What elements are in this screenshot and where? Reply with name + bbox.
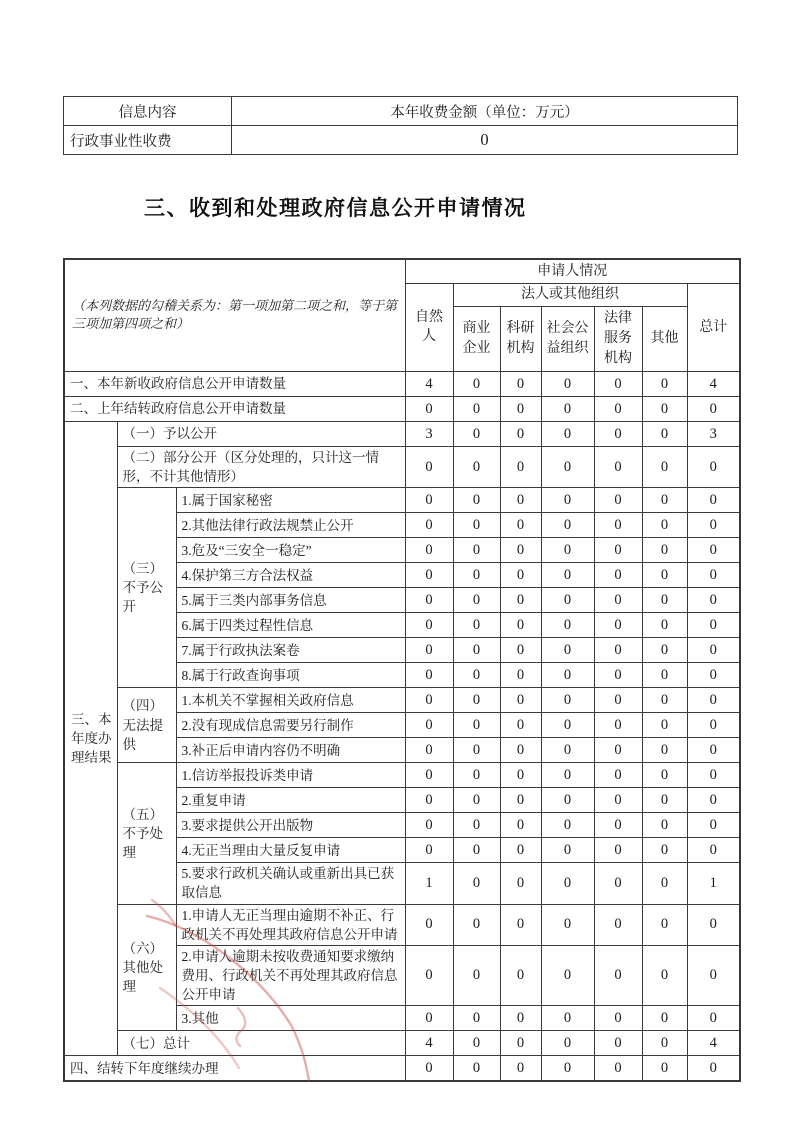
col-header-legal-service: 法律服务机构 — [594, 306, 642, 371]
value-cell: 0 — [453, 563, 500, 588]
row-label: 8.属于行政查询事项 — [176, 663, 405, 688]
value-cell: 0 — [642, 904, 687, 945]
value-cell: 0 — [594, 663, 642, 688]
value-cell: 0 — [594, 688, 642, 713]
value-cell: 0 — [541, 538, 594, 563]
value-cell: 0 — [453, 538, 500, 563]
row-label: 5.要求行政机关确认或重新出具已获取信息 — [176, 863, 405, 904]
value-cell: 0 — [642, 563, 687, 588]
fee-row-value: 0 — [232, 126, 738, 155]
value-cell: 0 — [687, 813, 740, 838]
value-cell: 0 — [453, 763, 500, 788]
value-cell: 0 — [453, 1056, 500, 1082]
value-cell: 0 — [594, 1006, 642, 1031]
value-cell: 0 — [687, 613, 740, 638]
value-cell: 0 — [500, 945, 541, 1005]
value-cell: 0 — [594, 813, 642, 838]
value-cell: 0 — [541, 638, 594, 663]
value-cell: 0 — [500, 813, 541, 838]
row-label: 5.属于三类内部事务信息 — [176, 588, 405, 613]
value-cell: 0 — [405, 563, 453, 588]
fee-col2-header: 本年收费金额（单位：万元） — [232, 97, 738, 126]
value-cell: 0 — [405, 663, 453, 688]
table-row — [64, 488, 740, 513]
value-cell: 0 — [594, 863, 642, 904]
value-cell: 0 — [500, 738, 541, 763]
value-cell: 0 — [500, 421, 541, 446]
value-cell: 0 — [687, 904, 740, 945]
value-cell: 0 — [687, 638, 740, 663]
value-cell: 0 — [687, 945, 740, 1005]
row-label: 3.补正后申请内容仍不明确 — [176, 738, 405, 763]
value-cell: 0 — [642, 738, 687, 763]
value-cell: 0 — [453, 588, 500, 613]
row-label: （一）予以公开 — [117, 421, 405, 446]
value-cell: 0 — [453, 513, 500, 538]
applicant-group-header: 申请人情况 — [405, 259, 740, 284]
value-cell: 0 — [687, 663, 740, 688]
value-cell: 0 — [405, 446, 453, 487]
table-header-row — [64, 259, 740, 284]
table-row — [64, 446, 740, 487]
value-cell: 0 — [594, 371, 642, 396]
value-cell: 0 — [541, 513, 594, 538]
value-cell: 0 — [642, 863, 687, 904]
value-cell: 0 — [405, 738, 453, 763]
value-cell: 0 — [594, 488, 642, 513]
value-cell: 0 — [500, 904, 541, 945]
value-cell: 0 — [405, 813, 453, 838]
col-header-other: 其他 — [642, 306, 687, 371]
value-cell: 0 — [594, 1056, 642, 1082]
table-row — [64, 688, 740, 713]
value-cell: 0 — [687, 738, 740, 763]
section3-vertical-label: 三、本年度办理结果 — [64, 421, 117, 1055]
value-cell: 0 — [453, 396, 500, 421]
value-cell: 0 — [594, 763, 642, 788]
value-cell: 0 — [453, 638, 500, 663]
row-label: （七）总计 — [117, 1031, 405, 1056]
row-label: 1.申请人无正当理由逾期不补正、行政机关不再处理其政府信息公开申请 — [176, 904, 405, 945]
value-cell: 0 — [500, 396, 541, 421]
value-cell: 0 — [453, 613, 500, 638]
value-cell: 0 — [642, 513, 687, 538]
value-cell: 0 — [405, 838, 453, 863]
value-cell: 0 — [405, 1006, 453, 1031]
value-cell: 0 — [687, 1006, 740, 1031]
value-cell: 4 — [687, 1031, 740, 1056]
value-cell: 0 — [687, 513, 740, 538]
value-cell: 0 — [500, 1031, 541, 1056]
value-cell: 0 — [687, 538, 740, 563]
value-cell: 0 — [541, 563, 594, 588]
value-cell: 0 — [453, 713, 500, 738]
value-cell: 0 — [500, 863, 541, 904]
row-label: 3.其他 — [176, 1006, 405, 1031]
value-cell: 0 — [541, 446, 594, 487]
value-cell: 0 — [594, 396, 642, 421]
value-cell: 0 — [541, 1006, 594, 1031]
value-cell: 0 — [594, 538, 642, 563]
value-cell: 0 — [594, 713, 642, 738]
value-cell: 0 — [541, 863, 594, 904]
value-cell: 0 — [594, 838, 642, 863]
value-cell: 0 — [594, 904, 642, 945]
value-cell: 0 — [453, 788, 500, 813]
value-cell: 0 — [642, 488, 687, 513]
row-label: 1.信访举报投诉类申请 — [176, 763, 405, 788]
value-cell: 0 — [642, 813, 687, 838]
value-cell: 0 — [541, 904, 594, 945]
value-cell: 0 — [541, 945, 594, 1005]
value-cell: 0 — [594, 788, 642, 813]
table-row — [64, 126, 738, 155]
value-cell: 0 — [453, 446, 500, 487]
group-label-not-processed: （五）不予处理 — [117, 763, 176, 904]
value-cell: 0 — [453, 1031, 500, 1056]
value-cell: 4 — [687, 371, 740, 396]
value-cell: 0 — [453, 813, 500, 838]
value-cell: 0 — [687, 688, 740, 713]
col-header-research: 科研机构 — [500, 306, 541, 371]
value-cell: 0 — [541, 838, 594, 863]
value-cell: 0 — [642, 538, 687, 563]
value-cell: 0 — [642, 1006, 687, 1031]
col-header-total: 总计 — [687, 284, 740, 372]
value-cell: 0 — [642, 713, 687, 738]
value-cell: 0 — [594, 588, 642, 613]
section-title: 三、收到和处理政府信息公开申请情况 — [144, 197, 527, 220]
row-label: 1.属于国家秘密 — [176, 488, 405, 513]
value-cell: 0 — [500, 838, 541, 863]
value-cell: 0 — [500, 1006, 541, 1031]
value-cell: 0 — [541, 421, 594, 446]
value-cell: 0 — [594, 945, 642, 1005]
reconciliation-note: （本列数据的勾稽关系为：第一项加第二项之和，等于第三项加第四项之和） — [64, 259, 405, 371]
value-cell: 0 — [500, 788, 541, 813]
value-cell: 0 — [405, 396, 453, 421]
value-cell: 0 — [642, 838, 687, 863]
group-label-unable-provide: （四）无法提供 — [117, 688, 176, 763]
value-cell: 0 — [405, 488, 453, 513]
value-cell: 0 — [453, 838, 500, 863]
value-cell: 4 — [405, 371, 453, 396]
value-cell: 0 — [453, 945, 500, 1005]
value-cell: 0 — [453, 738, 500, 763]
value-cell: 0 — [405, 788, 453, 813]
table-row — [64, 763, 740, 788]
fee-table — [63, 96, 738, 155]
row-label: 2.其他法律行政法规禁止公开 — [176, 513, 405, 538]
value-cell: 0 — [687, 396, 740, 421]
value-cell: 0 — [594, 638, 642, 663]
value-cell: 0 — [500, 588, 541, 613]
value-cell: 0 — [500, 638, 541, 663]
table-row — [64, 421, 740, 446]
value-cell: 0 — [500, 488, 541, 513]
value-cell: 0 — [541, 688, 594, 713]
value-cell: 0 — [405, 513, 453, 538]
value-cell: 0 — [500, 513, 541, 538]
value-cell: 0 — [541, 396, 594, 421]
value-cell: 1 — [687, 863, 740, 904]
value-cell: 0 — [687, 563, 740, 588]
value-cell: 0 — [541, 371, 594, 396]
value-cell: 0 — [453, 1006, 500, 1031]
value-cell: 0 — [687, 763, 740, 788]
row-label: 一、本年新收政府信息公开申请数量 — [64, 371, 405, 396]
value-cell: 0 — [405, 945, 453, 1005]
col-header-natural-person: 自然人 — [405, 284, 453, 372]
value-cell: 0 — [541, 488, 594, 513]
value-cell: 0 — [500, 371, 541, 396]
value-cell: 0 — [642, 1031, 687, 1056]
value-cell: 0 — [500, 563, 541, 588]
value-cell: 0 — [500, 538, 541, 563]
value-cell: 0 — [405, 1056, 453, 1082]
row-label: 3.危及“三安全一稳定” — [176, 538, 405, 563]
col-header-business: 商业企业 — [453, 306, 500, 371]
value-cell: 0 — [541, 713, 594, 738]
row-label: 四、结转下年度继续办理 — [64, 1056, 405, 1082]
value-cell: 0 — [687, 788, 740, 813]
value-cell: 4 — [405, 1031, 453, 1056]
value-cell: 0 — [405, 713, 453, 738]
value-cell: 0 — [541, 1031, 594, 1056]
row-label: 2.重复申请 — [176, 788, 405, 813]
value-cell: 0 — [642, 688, 687, 713]
value-cell: 0 — [541, 588, 594, 613]
group-label-refusal: （三）不予公开 — [117, 488, 176, 688]
value-cell: 0 — [594, 613, 642, 638]
value-cell: 0 — [453, 904, 500, 945]
value-cell: 0 — [594, 1031, 642, 1056]
value-cell: 0 — [541, 788, 594, 813]
row-label: 二、上年结转政府信息公开申请数量 — [64, 396, 405, 421]
row-label: （二）部分公开（区分处理的，只计这一情形，不计其他情形） — [117, 446, 405, 487]
value-cell: 0 — [687, 838, 740, 863]
fee-row-label: 行政事业性收费 — [64, 126, 232, 155]
row-label: 4.保护第三方合法权益 — [176, 563, 405, 588]
value-cell: 0 — [405, 588, 453, 613]
application-statistics-table — [63, 258, 741, 1082]
value-cell: 0 — [594, 738, 642, 763]
value-cell: 0 — [687, 446, 740, 487]
value-cell: 0 — [500, 713, 541, 738]
table-row — [64, 1031, 740, 1056]
row-label: 3.要求提供公开出版物 — [176, 813, 405, 838]
value-cell: 0 — [687, 488, 740, 513]
value-cell: 0 — [642, 1056, 687, 1082]
value-cell: 0 — [642, 763, 687, 788]
value-cell: 0 — [405, 763, 453, 788]
value-cell: 0 — [541, 1056, 594, 1082]
value-cell: 0 — [453, 421, 500, 446]
value-cell: 0 — [405, 688, 453, 713]
value-cell: 0 — [687, 1056, 740, 1082]
value-cell: 0 — [642, 446, 687, 487]
value-cell: 3 — [405, 421, 453, 446]
row-label: 4.无正当理由大量反复申请 — [176, 838, 405, 863]
table-row — [64, 97, 738, 126]
value-cell: 0 — [453, 488, 500, 513]
value-cell: 0 — [453, 663, 500, 688]
value-cell: 0 — [594, 421, 642, 446]
value-cell: 0 — [500, 663, 541, 688]
value-cell: 0 — [541, 738, 594, 763]
value-cell: 0 — [642, 396, 687, 421]
value-cell: 0 — [642, 788, 687, 813]
value-cell: 0 — [642, 613, 687, 638]
value-cell: 0 — [500, 763, 541, 788]
value-cell: 0 — [541, 613, 594, 638]
col-header-social-org: 社会公益组织 — [541, 306, 594, 371]
value-cell: 0 — [541, 763, 594, 788]
value-cell: 0 — [500, 613, 541, 638]
value-cell: 0 — [642, 421, 687, 446]
value-cell: 0 — [642, 638, 687, 663]
value-cell: 0 — [687, 588, 740, 613]
value-cell: 0 — [405, 613, 453, 638]
legal-entity-group-header: 法人或其他组织 — [453, 284, 687, 307]
value-cell: 0 — [405, 638, 453, 663]
table-row — [64, 904, 740, 945]
row-label: 7.属于行政执法案卷 — [176, 638, 405, 663]
value-cell: 0 — [500, 1056, 541, 1082]
row-label: 6.属于四类过程性信息 — [176, 613, 405, 638]
value-cell: 0 — [453, 371, 500, 396]
row-label: 2.申请人逾期未按收费通知要求缴纳费用、行政机关不再处理其政府信息公开申请 — [176, 945, 405, 1005]
value-cell: 0 — [405, 538, 453, 563]
value-cell: 0 — [642, 663, 687, 688]
group-label-other-handling: （六）其他处理 — [117, 904, 176, 1031]
value-cell: 0 — [453, 863, 500, 904]
value-cell: 0 — [500, 446, 541, 487]
value-cell: 0 — [594, 563, 642, 588]
value-cell: 0 — [405, 904, 453, 945]
value-cell: 0 — [541, 663, 594, 688]
value-cell: 0 — [453, 688, 500, 713]
row-label: 2.没有现成信息需要另行制作 — [176, 713, 405, 738]
table-row — [64, 396, 740, 421]
value-cell: 0 — [642, 588, 687, 613]
value-cell: 0 — [594, 446, 642, 487]
value-cell: 0 — [541, 813, 594, 838]
value-cell: 0 — [642, 371, 687, 396]
value-cell: 1 — [405, 863, 453, 904]
value-cell: 0 — [500, 688, 541, 713]
value-cell: 0 — [594, 513, 642, 538]
fee-col1-header: 信息内容 — [64, 97, 232, 126]
value-cell: 0 — [687, 713, 740, 738]
value-cell: 0 — [642, 945, 687, 1005]
value-cell: 3 — [687, 421, 740, 446]
table-row — [64, 371, 740, 396]
row-label: 1.本机关不掌握相关政府信息 — [176, 688, 405, 713]
table-row — [64, 1056, 740, 1082]
